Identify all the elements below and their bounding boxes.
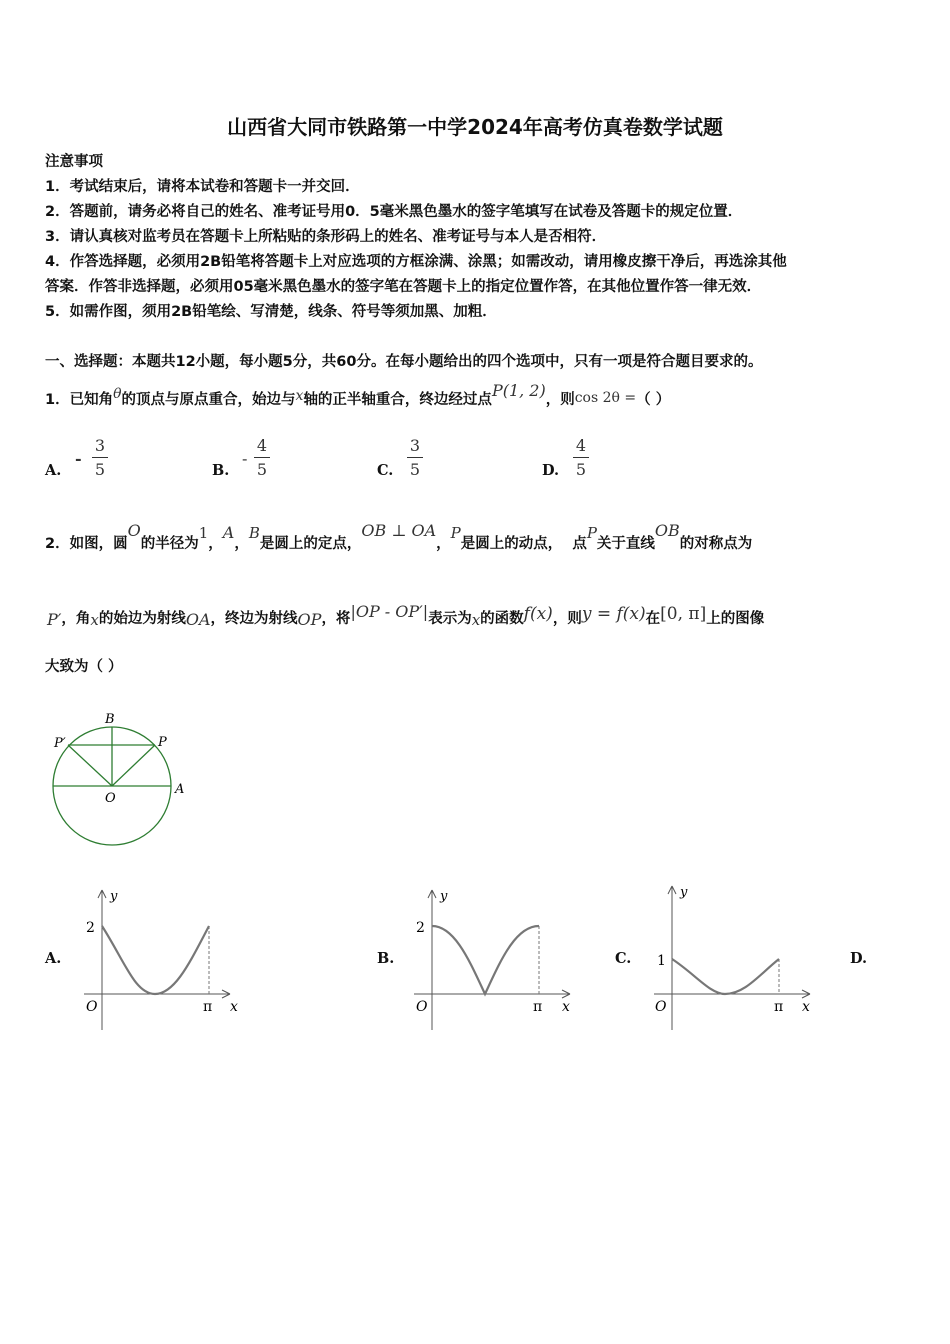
radius-op [112, 745, 155, 786]
q1-option-c-fraction: 3 5 [407, 436, 423, 479]
radius-op1 [68, 745, 112, 786]
notice-item: 答案．作答非选择题，必须用05毫米黑色墨水的签字笔在答题卡上的指定位置作答，在其他位置作答一律无效． [45, 279, 762, 295]
circle-figure [45, 705, 205, 850]
label-b: B [105, 712, 115, 727]
q1-option-d-label: D. [542, 462, 560, 479]
section-heading: 一、选择题：本题共12小题，每小题5分，共60分。在每小题给出的四个选项中，只有一项是符合题目要求的。 [45, 354, 763, 370]
page-title: 山西省大同市铁路第一中学2024年高考仿真卷数学试题 [227, 115, 723, 139]
origin-label: O [86, 999, 98, 1015]
pi-label: π [203, 999, 213, 1015]
question-2-line-1: 2．如图，圆O的半径为1，A，B是圆上的定点，OB ⊥ OA，P是圆上的动点， 点P关于直线OB的对称点为 [45, 521, 753, 552]
notice-item: 1．考试结束后，请将本试卷和答题卡一并交回． [45, 179, 360, 195]
q1-option-a-label: A. [45, 462, 62, 479]
origin-label: O [416, 999, 428, 1015]
question-1-stem: 1．已知角θ的顶点与原点重合，始边与x轴的正半轴重合，终边经过点P(1, 2)，则cos 2θ =（ ） [45, 381, 671, 408]
q1-option-c-label: C. [377, 462, 394, 479]
q1-option-a-fraction: 3 5 [92, 436, 108, 479]
label-p: P [158, 735, 167, 750]
notice-heading: 注意事项 [45, 154, 103, 170]
x-label: x [802, 999, 810, 1015]
q2-option-c-label: C. [615, 950, 632, 967]
y-label: y [110, 889, 118, 904]
q2-option-d-label: D. [850, 950, 868, 967]
y-label: y [440, 889, 448, 904]
origin-label: O [655, 999, 667, 1015]
graph-b [410, 882, 580, 1032]
notice-item: 5．如需作图，须用2B铅笔绘、写清楚，线条、符号等须加黑、加粗． [45, 304, 497, 320]
y-tick: 2 [416, 920, 425, 936]
graph-a [80, 882, 250, 1032]
q1-option-b-sign: - [242, 449, 248, 468]
curve [432, 926, 539, 994]
q2-option-a-label: A. [45, 950, 62, 967]
q1-option-b-fraction: 4 5 [254, 436, 270, 479]
y-tick: 1 [657, 953, 666, 969]
question-2-line-2: P′，角x的始边为射线OA，终边为射线OP，将|OP - OP′|表示为x的函数f(x)，则y = f(x)在[0, π]上的图像 [47, 602, 765, 629]
label-p-prime: P′ [54, 736, 66, 751]
x-label: x [230, 999, 238, 1015]
question-2-line-3: 大致为（ ） [45, 659, 123, 675]
notice-item: 3．请认真核对监考员在答题卡上所粘贴的条形码上的姓名、准考证号与本人是否相符． [45, 229, 607, 245]
label-a: A [175, 782, 185, 797]
notice-item: 2．答题前，请务必将自己的姓名、准考证号用0．5毫米黑色墨水的签字笔填写在试卷及答题卡的规定位置． [45, 204, 743, 220]
q2-option-b-label: B. [377, 950, 395, 967]
x-label: x [562, 999, 570, 1015]
q1-option-a-sign: - [75, 449, 82, 468]
q1-option-d-fraction: 4 5 [573, 436, 589, 479]
curve [672, 959, 779, 994]
q1-option-b-label: B. [212, 462, 230, 479]
curve [102, 926, 209, 994]
graph-c [650, 882, 820, 1032]
notice-item: 4．作答选择题，必须用2B铅笔将答题卡上对应选项的方框涂满、涂黑；如需改动，请用橡皮擦干净后，再选涂其他 [45, 254, 787, 270]
y-label: y [680, 885, 688, 900]
y-tick: 2 [86, 920, 95, 936]
pi-label: π [774, 999, 784, 1015]
pi-label: π [533, 999, 543, 1015]
label-o: O [105, 791, 116, 806]
